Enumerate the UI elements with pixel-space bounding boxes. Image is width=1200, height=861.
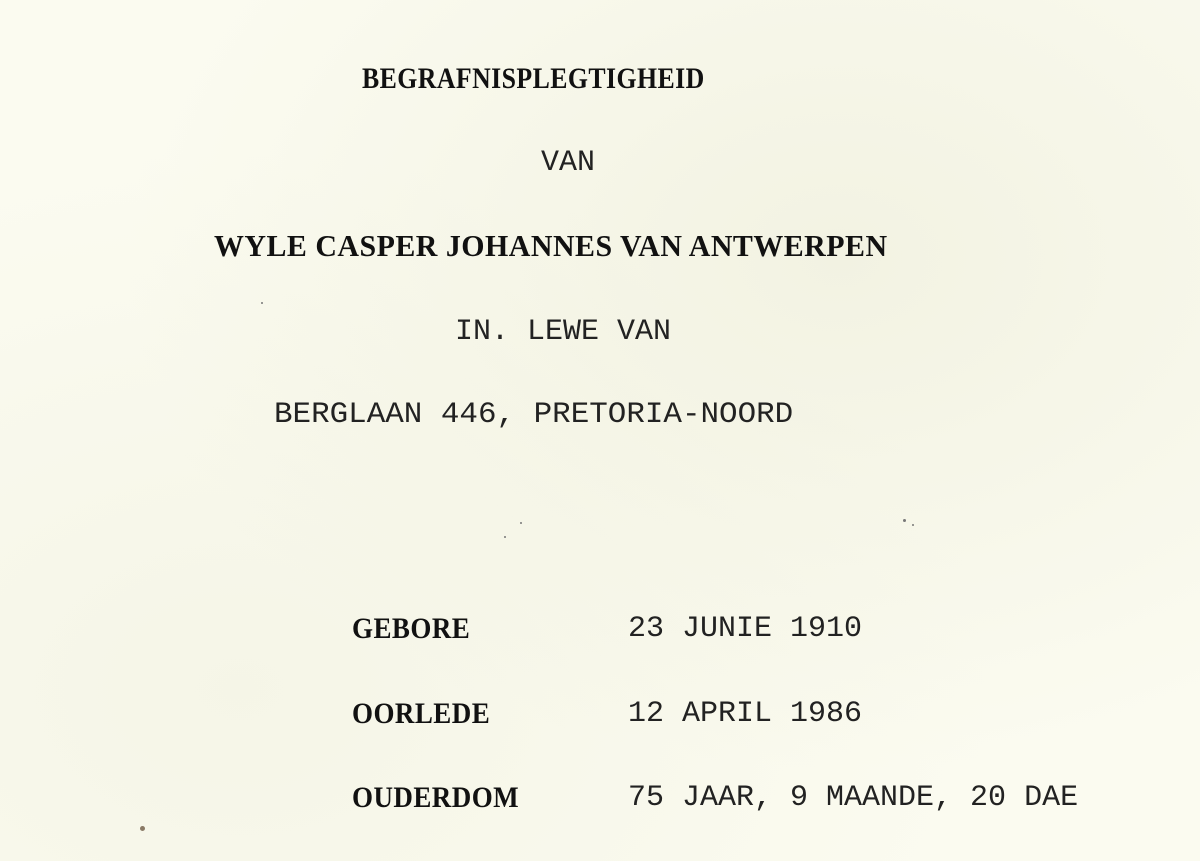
paper-speck (140, 826, 145, 831)
address-line: BERGLAAN 446, PRETORIA-NOORD (274, 398, 794, 432)
paper-speck (520, 522, 522, 524)
paper-speck (912, 524, 914, 526)
detail-label-born: GEBORE (352, 612, 471, 645)
paper-speck (903, 519, 906, 522)
detail-label-age: OUDERDOM (352, 781, 520, 814)
ceremony-title: BEGRAFNISPLEGTIGHEID (362, 62, 705, 95)
detail-label-died: OORLEDE (352, 697, 491, 730)
in-life-of-line: IN. LEWE VAN (455, 315, 672, 349)
detail-value-age: 75 JAAR, 9 MAANDE, 20 DAE (628, 781, 1079, 815)
deceased-name: WYLE CASPER JOHANNES VAN ANTWERPEN (214, 228, 888, 263)
of-line: VAN (541, 146, 596, 180)
detail-value-born: 23 JUNIE 1910 (628, 612, 863, 646)
paper-speck (261, 302, 263, 304)
detail-value-died: 12 APRIL 1986 (628, 697, 863, 731)
paper-speck (504, 536, 506, 538)
